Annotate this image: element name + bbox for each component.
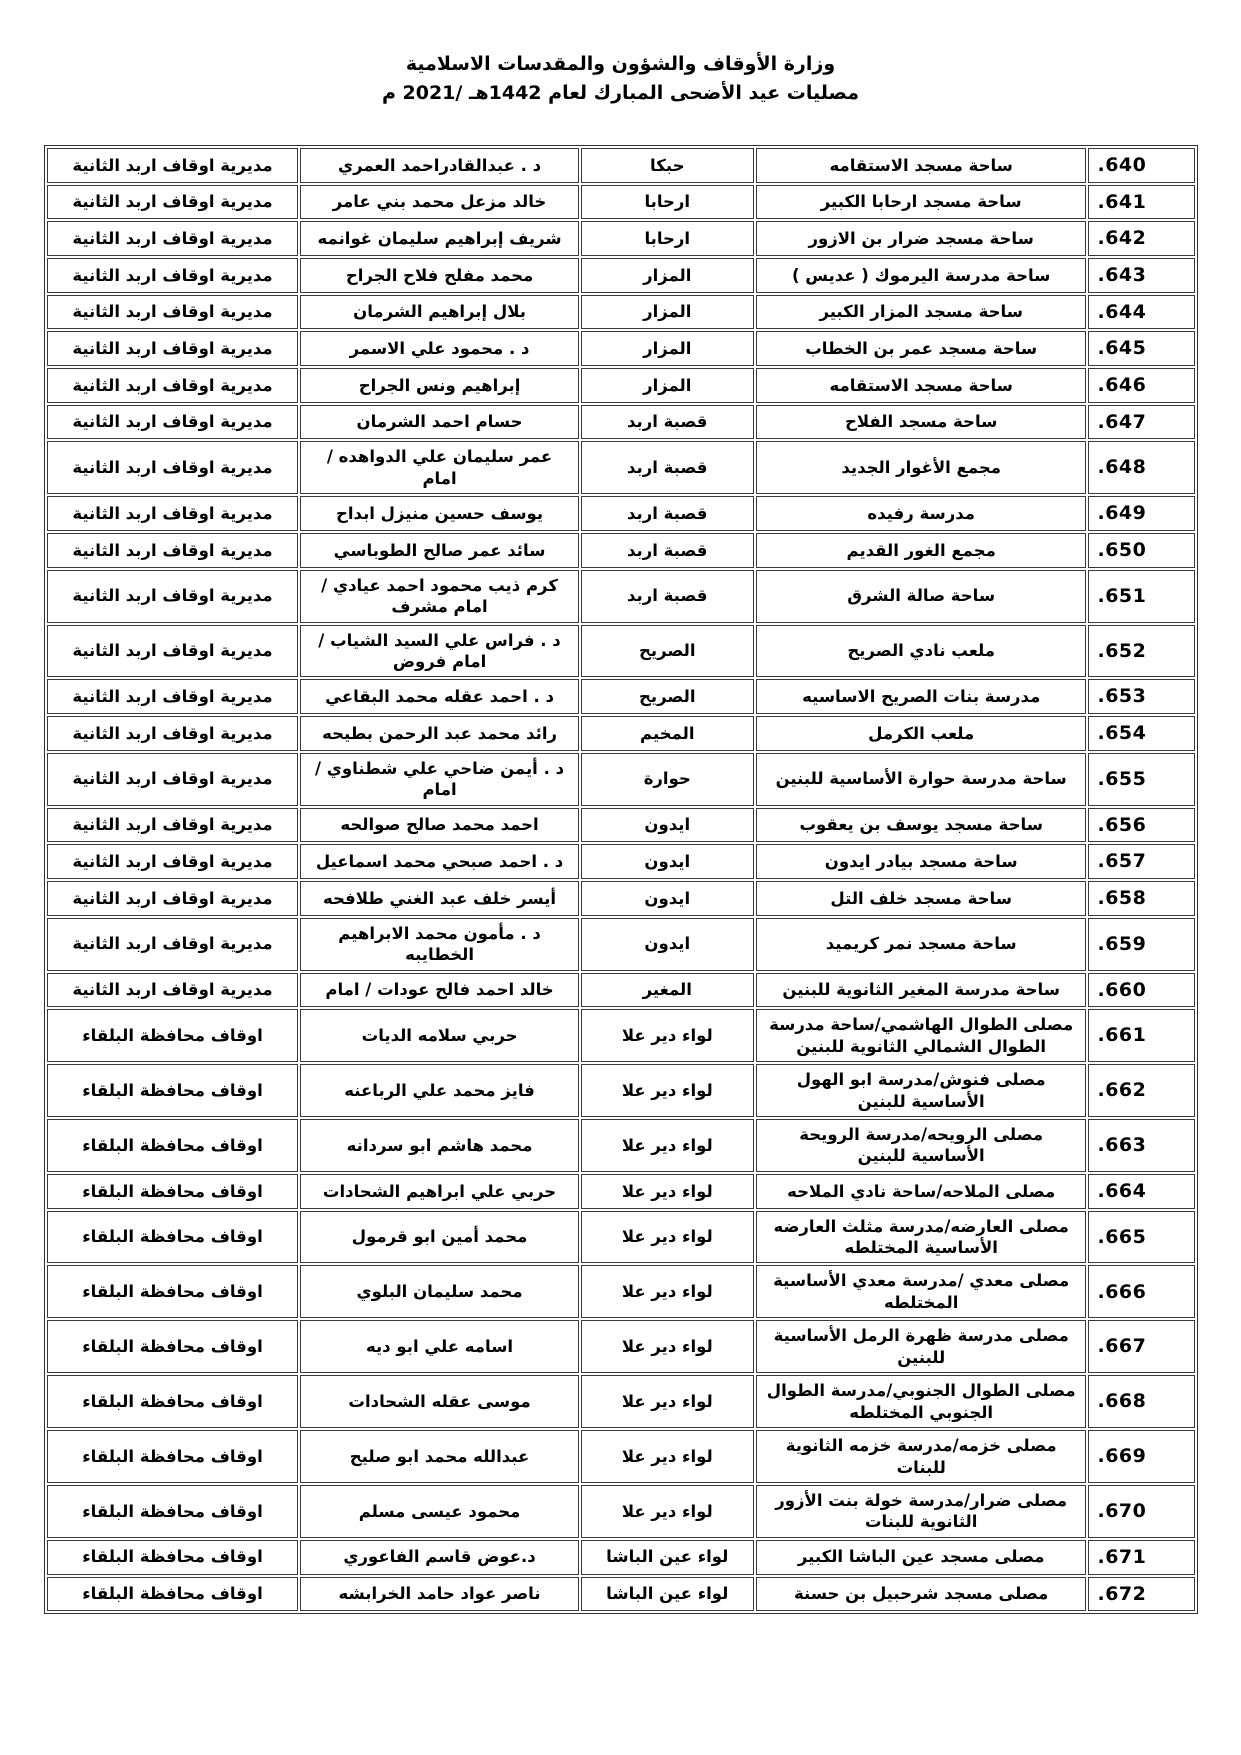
area-name: لواء دير علا	[581, 1064, 754, 1117]
row-number: 642.	[1088, 221, 1194, 256]
directorate-name: مديرية اوقاف اربد الثانية	[47, 441, 299, 494]
row-number: 650.	[1088, 533, 1194, 568]
ministry-title: وزارة الأوقاف والشؤون والمقدسات الاسلامية	[405, 53, 836, 75]
imam-name: شريف إبراهيم سليمان غوانمه	[300, 221, 578, 256]
imam-name: د . مأمون محمد الابراهيم الخطايبه	[300, 918, 578, 971]
directorate-name: مديرية اوقاف اربد الثانية	[47, 918, 299, 971]
area-name: لواء دير علا	[581, 1375, 754, 1428]
table-row	[47, 1375, 1195, 1428]
imam-name: موسى عقله الشحادات	[300, 1375, 578, 1428]
table-row	[47, 844, 1195, 879]
area-name: لواء دير علا	[581, 1211, 754, 1264]
prayer-location: ساحة مسجد بيادر ايدون	[756, 844, 1087, 879]
directorate-name: اوقاف محافظة البلقاء	[47, 1540, 299, 1575]
area-name: ايدون	[581, 808, 754, 843]
imam-name: يوسف حسين منيزل ابداح	[300, 496, 578, 531]
row-number: 648.	[1088, 441, 1194, 494]
table-row	[47, 185, 1195, 220]
area-name: حبكا	[581, 148, 754, 183]
row-number: 651.	[1088, 570, 1194, 623]
table-row	[47, 1265, 1195, 1318]
directorate-name: مديرية اوقاف اربد الثانية	[47, 625, 299, 678]
table-row	[47, 808, 1195, 843]
row-number: 661.	[1088, 1009, 1194, 1062]
directorate-name: مديرية اوقاف اربد الثانية	[47, 185, 299, 220]
table-row	[47, 1577, 1195, 1612]
prayer-location: ساحة مسجد يوسف بن يعقوب	[756, 808, 1087, 843]
imam-name: د . أيمن ضاحي علي شطناوي / امام	[300, 753, 578, 806]
area-name: حوارة	[581, 753, 754, 806]
directorate-name: اوقاف محافظة البلقاء	[47, 1430, 299, 1483]
document-header	[0, 0, 1241, 109]
area-name: المزار	[581, 368, 754, 403]
area-name: ايدون	[581, 881, 754, 916]
imam-name: حسام احمد الشرمان	[300, 405, 578, 440]
row-number: 649.	[1088, 496, 1194, 531]
directorate-name: مديرية اوقاف اربد الثانية	[47, 716, 299, 751]
prayer-location: مصلى الطوال الهاشمي/ساحة مدرسة الطوال الشمالي الثانوية للبنين	[756, 1009, 1087, 1062]
area-name: لواء دير علا	[581, 1009, 754, 1062]
table-row	[47, 1430, 1195, 1483]
row-number: 663.	[1088, 1119, 1194, 1172]
imam-name: احمد محمد صالح صوالحه	[300, 808, 578, 843]
directorate-name: مديرية اوقاف اربد الثانية	[47, 844, 299, 879]
imam-name: رائد محمد عبد الرحمن بطيحه	[300, 716, 578, 751]
table-row	[47, 625, 1195, 678]
area-name: ارحابا	[581, 221, 754, 256]
row-number: 645.	[1088, 331, 1194, 366]
directorate-name: مديرية اوقاف اربد الثانية	[47, 533, 299, 568]
document-subtitle: مصليات عيد الأضحى المبارك لعام 1442هـ /2021 م	[381, 82, 860, 105]
row-number: 658.	[1088, 881, 1194, 916]
prayer-location: ساحة مسجد الاستقامه	[756, 148, 1087, 183]
imam-name: اسامه علي ابو ديه	[300, 1320, 578, 1373]
directorate-name: مديرية اوقاف اربد الثانية	[47, 973, 299, 1008]
directorate-name: اوقاف محافظة البلقاء	[47, 1320, 299, 1373]
area-name: لواء عين الباشا	[581, 1540, 754, 1575]
prayer-location: مصلى فنوش/مدرسة ابو الهول الأساسية للبنين	[756, 1064, 1087, 1117]
directorate-name: مديرية اوقاف اربد الثانية	[47, 679, 299, 714]
table-row	[47, 1211, 1195, 1264]
imam-name: محمد هاشم ابو سردانه	[300, 1119, 578, 1172]
prayer-location: مجمع الغور القديم	[756, 533, 1087, 568]
row-number: 643.	[1088, 258, 1194, 293]
table-row	[47, 570, 1195, 623]
prayer-location: مصلى مسجد عين الباشا الكبير	[756, 1540, 1087, 1575]
row-number: 667.	[1088, 1320, 1194, 1373]
area-name: قصبة اربد	[581, 533, 754, 568]
table-row	[47, 679, 1195, 714]
area-name: لواء دير علا	[581, 1320, 754, 1373]
imam-name: حربي علي ابراهيم الشحادات	[300, 1174, 578, 1209]
directorate-name: مديرية اوقاف اربد الثانية	[47, 368, 299, 403]
area-name: المزار	[581, 331, 754, 366]
row-number: 659.	[1088, 918, 1194, 971]
prayer-location: ساحة مدرسة المغير الثانوية للبنين	[756, 973, 1087, 1008]
prayer-location: ملعب نادي الصريح	[756, 625, 1087, 678]
prayer-location: مصلى مسجد شرحبيل بن حسنة	[756, 1577, 1087, 1612]
directorate-name: مديرية اوقاف اربد الثانية	[47, 258, 299, 293]
row-number: 641.	[1088, 185, 1194, 220]
table-row	[47, 148, 1195, 183]
directorate-name: اوقاف محافظة البلقاء	[47, 1211, 299, 1264]
imam-name: بلال إبراهيم الشرمان	[300, 295, 578, 330]
table-row	[47, 1485, 1195, 1538]
area-name: ايدون	[581, 844, 754, 879]
prayer-location: ساحة مسجد ارحابا الكبير	[756, 185, 1087, 220]
area-name: لواء دير علا	[581, 1174, 754, 1209]
row-number: 670.	[1088, 1485, 1194, 1538]
row-number: 640.	[1088, 148, 1194, 183]
imam-name: فايز محمد علي الرباعنه	[300, 1064, 578, 1117]
imam-name: كرم ذيب محمود احمد عيادي / امام مشرف	[300, 570, 578, 623]
imam-name: حربي سلامه الديات	[300, 1009, 578, 1062]
imam-name: د . احمد عقله محمد البقاعي	[300, 679, 578, 714]
directorate-name: مديرية اوقاف اربد الثانية	[47, 148, 299, 183]
prayer-location: مجمع الأغوار الجديد	[756, 441, 1087, 494]
table-row	[47, 533, 1195, 568]
prayer-location: ساحة مسجد ضرار بن الازور	[756, 221, 1087, 256]
prayer-location: مدرسة بنات الصريح الاساسيه	[756, 679, 1087, 714]
prayer-location: مصلى مدرسة ظهرة الرمل الأساسية للبنين	[756, 1320, 1087, 1373]
directorate-name: اوقاف محافظة البلقاء	[47, 1009, 299, 1062]
imam-name: خالد مزعل محمد بني عامر	[300, 185, 578, 220]
table-row	[47, 1540, 1195, 1575]
table-row	[47, 405, 1195, 440]
table-row	[47, 295, 1195, 330]
table-row	[47, 716, 1195, 751]
row-number: 662.	[1088, 1064, 1194, 1117]
area-name: قصبة اربد	[581, 570, 754, 623]
imam-name: خالد احمد فالح عودات / امام	[300, 973, 578, 1008]
row-number: 652.	[1088, 625, 1194, 678]
area-name: المغير	[581, 973, 754, 1008]
table-row	[47, 881, 1195, 916]
prayer-location: مصلى معدي /مدرسة معدي الأساسية المختلطه	[756, 1265, 1087, 1318]
directorate-name: مديرية اوقاف اربد الثانية	[47, 405, 299, 440]
row-number: 653.	[1088, 679, 1194, 714]
row-number: 665.	[1088, 1211, 1194, 1264]
table-row	[47, 496, 1195, 531]
imam-name: محمد سليمان البلوي	[300, 1265, 578, 1318]
table-body	[47, 148, 1195, 1611]
prayer-location: مصلى ضرار/مدرسة خولة بنت الأزور الثانوية للبنات	[756, 1485, 1087, 1538]
directorate-name: اوقاف محافظة البلقاء	[47, 1485, 299, 1538]
area-name: لواء دير علا	[581, 1430, 754, 1483]
prayer-location: ساحة مسجد عمر بن الخطاب	[756, 331, 1087, 366]
table-row	[47, 1064, 1195, 1117]
prayer-location: ساحة مسجد خلف التل	[756, 881, 1087, 916]
row-number: 644.	[1088, 295, 1194, 330]
prayer-location: ساحة مدرسة حوارة الأساسية للبنين	[756, 753, 1087, 806]
imam-name: سائد عمر صالح الطوباسي	[300, 533, 578, 568]
directorate-name: مديرية اوقاف اربد الثانية	[47, 331, 299, 366]
prayer-location: مصلى الرويحه/مدرسة الرويحة الأساسية للبنين	[756, 1119, 1087, 1172]
prayer-location: ساحة مسجد الفلاح	[756, 405, 1087, 440]
directorate-name: اوقاف محافظة البلقاء	[47, 1064, 299, 1117]
area-name: قصبة اربد	[581, 441, 754, 494]
row-number: 654.	[1088, 716, 1194, 751]
imam-name: أيسر خلف عبد الغني طلافحه	[300, 881, 578, 916]
row-number: 646.	[1088, 368, 1194, 403]
row-number: 668.	[1088, 1375, 1194, 1428]
directorate-name: مديرية اوقاف اربد الثانية	[47, 753, 299, 806]
area-name: المزار	[581, 295, 754, 330]
directorate-name: مديرية اوقاف اربد الثانية	[47, 570, 299, 623]
row-number: 647.	[1088, 405, 1194, 440]
directorate-name: اوقاف محافظة البلقاء	[47, 1265, 299, 1318]
area-name: لواء دير علا	[581, 1119, 754, 1172]
directorate-name: مديرية اوقاف اربد الثانية	[47, 295, 299, 330]
row-number: 656.	[1088, 808, 1194, 843]
prayer-location: ساحة مسجد المزار الكبير	[756, 295, 1087, 330]
directorate-name: اوقاف محافظة البلقاء	[47, 1119, 299, 1172]
row-number: 672.	[1088, 1577, 1194, 1612]
area-name: المزار	[581, 258, 754, 293]
imam-name: د.عوض قاسم الفاعوري	[300, 1540, 578, 1575]
prayer-location: ساحة صالة الشرق	[756, 570, 1087, 623]
imam-name: د . فراس علي السيد الشياب / امام فروض	[300, 625, 578, 678]
prayer-location: ملعب الكرمل	[756, 716, 1087, 751]
area-name: ايدون	[581, 918, 754, 971]
prayer-location: مصلى خزمه/مدرسة خزمه الثانوية للبنات	[756, 1430, 1087, 1483]
area-name: الصريح	[581, 679, 754, 714]
table-row	[47, 258, 1195, 293]
table-row	[47, 973, 1195, 1008]
row-number: 664.	[1088, 1174, 1194, 1209]
directorate-name: مديرية اوقاف اربد الثانية	[47, 221, 299, 256]
directorate-name: مديرية اوقاف اربد الثانية	[47, 808, 299, 843]
area-name: قصبة اربد	[581, 405, 754, 440]
directorate-name: اوقاف محافظة البلقاء	[47, 1375, 299, 1428]
table-row	[47, 368, 1195, 403]
prayer-location: مدرسة رفيده	[756, 496, 1087, 531]
row-number: 671.	[1088, 1540, 1194, 1575]
table-row	[47, 918, 1195, 971]
table-row	[47, 753, 1195, 806]
imam-name: ناصر عواد حامد الخرابشه	[300, 1577, 578, 1612]
area-name: المخيم	[581, 716, 754, 751]
directorate-name: اوقاف محافظة البلقاء	[47, 1577, 299, 1612]
area-name: ارحابا	[581, 185, 754, 220]
table-row	[47, 1009, 1195, 1062]
imam-name: عمر سليمان علي الدواهده / امام	[300, 441, 578, 494]
row-number: 669.	[1088, 1430, 1194, 1483]
directorate-name: اوقاف محافظة البلقاء	[47, 1174, 299, 1209]
imam-name: د . احمد صبحي محمد اسماعيل	[300, 844, 578, 879]
prayer-location: مصلى الملاحه/ساحة نادي الملاحه	[756, 1174, 1087, 1209]
imam-name: د . محمود علي الاسمر	[300, 331, 578, 366]
table-row	[47, 221, 1195, 256]
prayer-location: ساحة مدرسة اليرموك ( عديس )	[756, 258, 1087, 293]
table-row	[47, 1174, 1195, 1209]
prayer-location: ساحة مسجد نمر كريميد	[756, 918, 1087, 971]
imam-name: محمد أمين ابو قرمول	[300, 1211, 578, 1264]
area-name: الصريح	[581, 625, 754, 678]
imam-name: محمود عيسى مسلم	[300, 1485, 578, 1538]
prayer-locations-table	[44, 145, 1198, 1614]
prayer-location: مصلى العارضه/مدرسة مثلث العارضه الأساسية المختلطه	[756, 1211, 1087, 1264]
prayer-location: ساحة مسجد الاستقامه	[756, 368, 1087, 403]
area-name: لواء دير علا	[581, 1485, 754, 1538]
imam-name: إبراهيم ونس الجراح	[300, 368, 578, 403]
table-row	[47, 331, 1195, 366]
row-number: 666.	[1088, 1265, 1194, 1318]
imam-name: د . عبدالقادراحمد العمري	[300, 148, 578, 183]
prayer-location: مصلى الطوال الجنوبي/مدرسة الطوال الجنوبي المختلطه	[756, 1375, 1087, 1428]
directorate-name: مديرية اوقاف اربد الثانية	[47, 881, 299, 916]
row-number: 660.	[1088, 973, 1194, 1008]
area-name: لواء عين الباشا	[581, 1577, 754, 1612]
area-name: لواء دير علا	[581, 1265, 754, 1318]
table-row	[47, 441, 1195, 494]
area-name: قصبة اربد	[581, 496, 754, 531]
table-row	[47, 1119, 1195, 1172]
imam-name: عبدالله محمد ابو صليح	[300, 1430, 578, 1483]
row-number: 655.	[1088, 753, 1194, 806]
directorate-name: مديرية اوقاف اربد الثانية	[47, 496, 299, 531]
imam-name: محمد مفلح فلاح الجراح	[300, 258, 578, 293]
row-number: 657.	[1088, 844, 1194, 879]
table-row	[47, 1320, 1195, 1373]
